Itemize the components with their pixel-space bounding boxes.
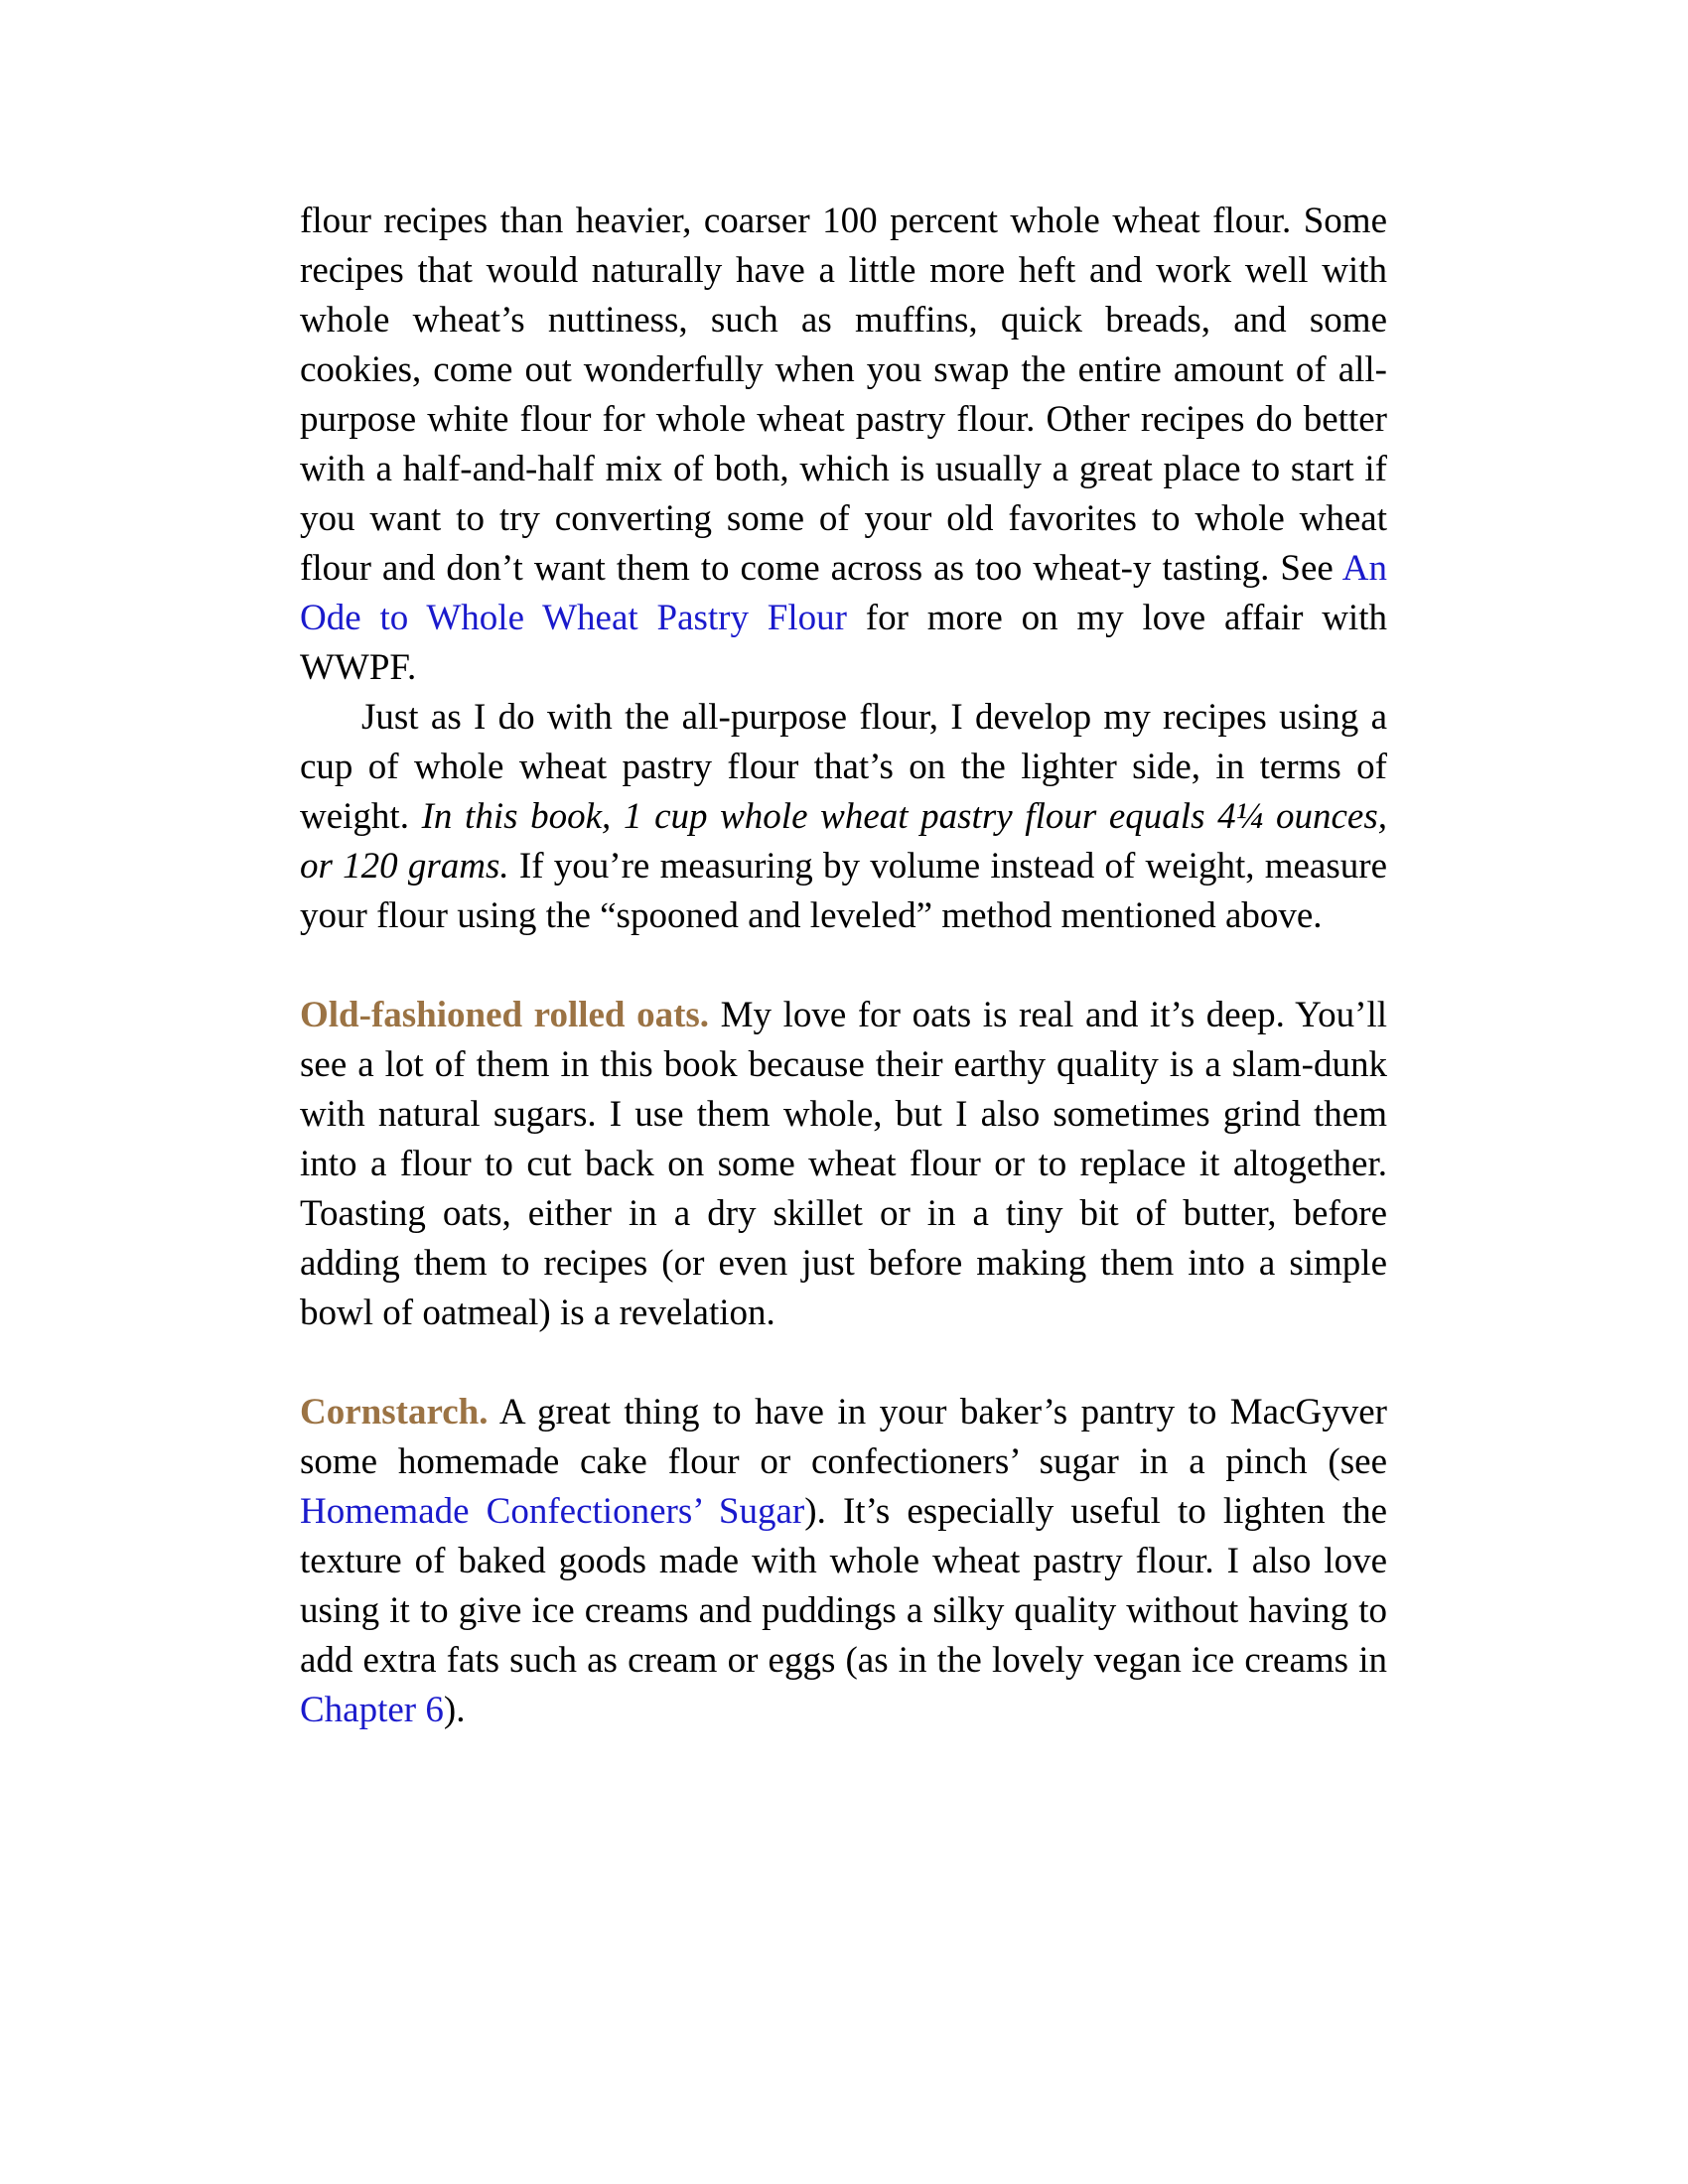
term-heading-cornstarch: Cornstarch.	[300, 1392, 489, 1433]
paragraph-text: If you’re measuring by volume instead of weight, measure your flour using the “spooned and leveled” method mentioned above.	[300, 846, 1387, 936]
entry-text: ).	[443, 1690, 466, 1730]
entry-text: ). It’s especially useful to lighten the texture of baked goods made with whole wheat pastry flour. I also love using it to give ice creams and puddings a silky quality without having to add extra fats such as cream or eggs (as in the lovely vegan ice creams in	[300, 1491, 1387, 1681]
paragraph-text: for more on my love affair with WWPF.	[300, 598, 1387, 688]
paragraph-text: Just as I do with the all-purpose flour, I develop my recipes using a cup of whole wheat pastry flour that’s on the lighter side, in terms of weight.	[300, 697, 1387, 837]
entry-rolled-oats	[300, 991, 1387, 1338]
link-ode-to-whole-wheat-pastry-flour[interactable]: An Ode to Whole Wheat Pastry Flour	[300, 548, 1387, 638]
paragraph-text: flour recipes than heavier, coarser 100 percent whole wheat flour. Some recipes that would naturally have a little more heft and work well with whole wheat’s nuttiness, such as muffins, quick breads, and some cookies, come out wonderfully when you swap the entire amount of all-purpose white flour for whole wheat pastry flour. Other recipes do better with a half-and-half mix of both, which is usually a great place to start if you want to try converting some of your old favorites to whole wheat flour and don’t want them to come across as too wheat-y tasting. See	[300, 201, 1387, 589]
link-chapter-6[interactable]: Chapter 6	[300, 1690, 444, 1730]
entry-cornstarch	[300, 1388, 1387, 1735]
page-content	[300, 197, 1387, 1735]
entry-text: A great thing to have in your baker’s pantry to MacGyver some homemade cake flour or confectioners’ sugar in a pinch (see	[300, 1392, 1387, 1482]
paragraph-measuring	[300, 693, 1387, 941]
entry-text: My love for oats is real and it’s deep. You’ll see a lot of them in this book because their earthy quality is a slam-dunk with natural sugars. I use them whole, but I also sometimes grind them into a flour to cut back on some wheat flour or to replace it altogether. Toasting oats, either in a dry skillet or in a tiny bit of butter, before adding them to recipes (or even just before making them into a simple bowl of oatmeal) is a revelation.	[300, 995, 1387, 1333]
link-homemade-confectioners-sugar[interactable]: Homemade Confectioners’ Sugar	[300, 1491, 805, 1532]
paragraph-whole-wheat-flour	[300, 197, 1387, 693]
italic-measurement-note: In this book, 1 cup whole wheat pastry flour equals 4¼ ounces, or 120 grams.	[300, 796, 1387, 887]
term-heading-oats: Old-fashioned rolled oats.	[300, 995, 710, 1035]
